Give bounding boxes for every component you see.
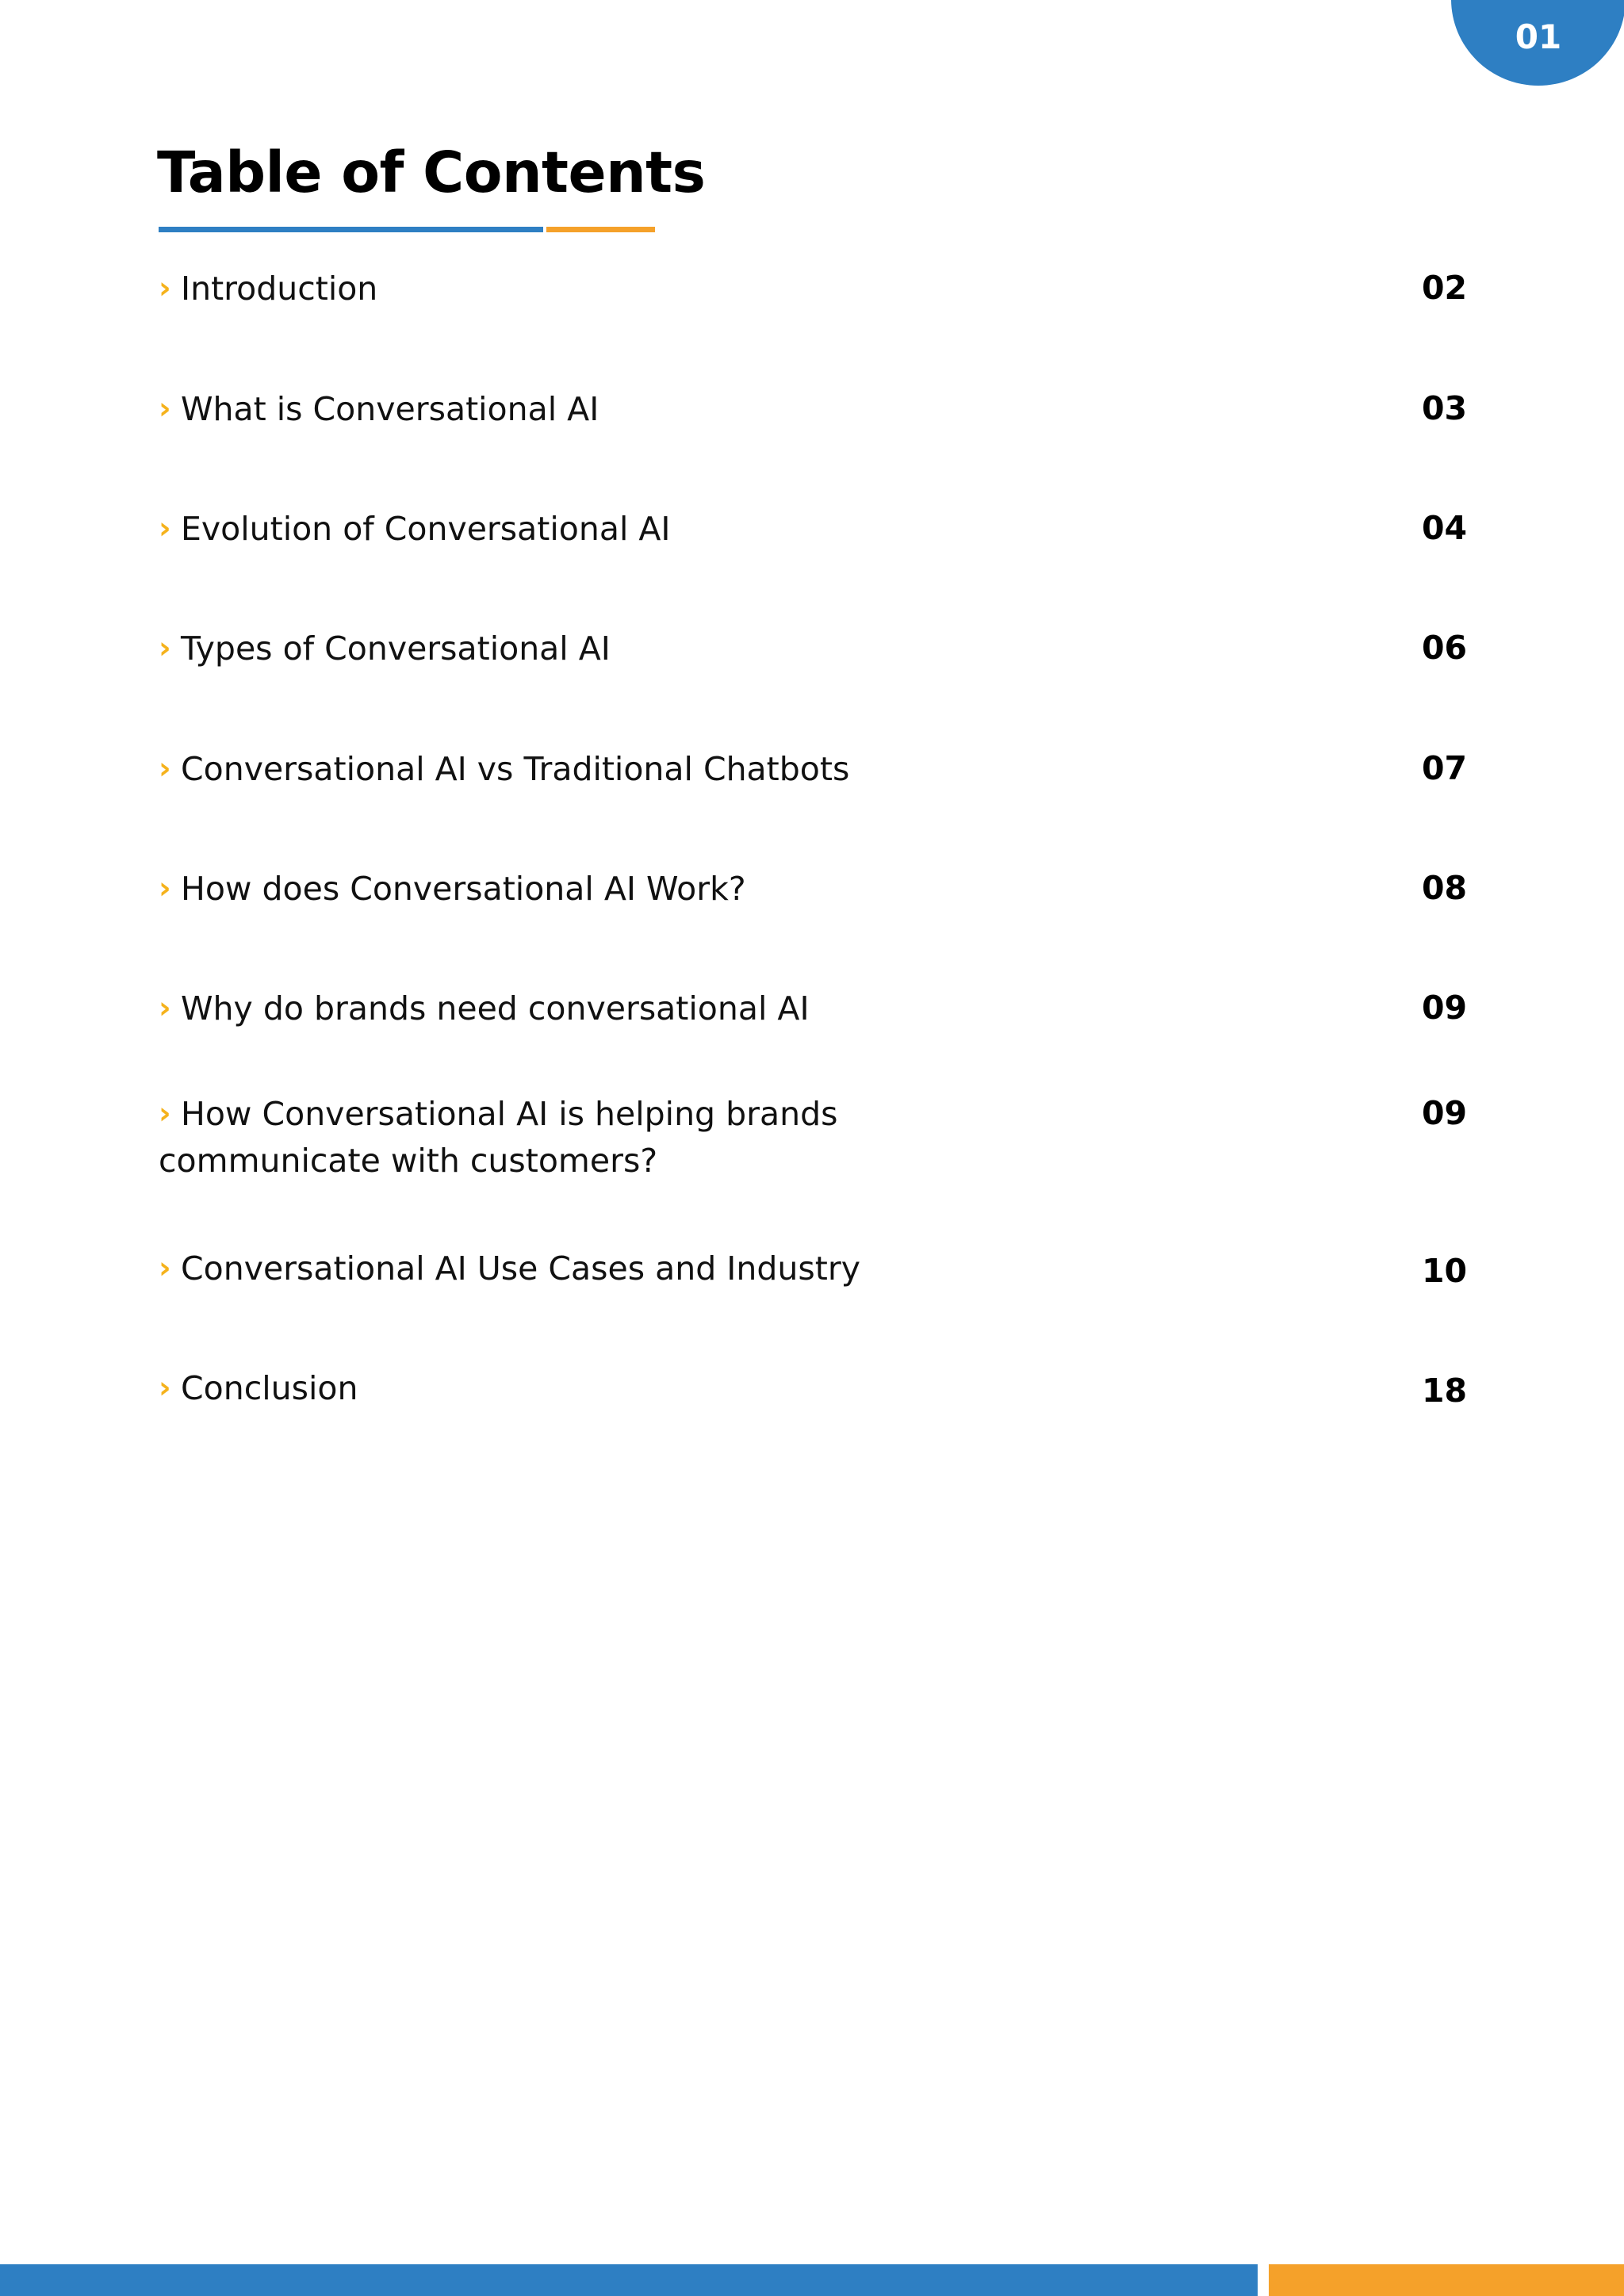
toc-item-page: 06 [1421, 629, 1467, 667]
toc-item-label: Conversational AI vs Traditional Chatbots [181, 750, 850, 788]
toc-item-page: 02 [1421, 269, 1467, 307]
chevron-right-icon: › [159, 511, 171, 545]
chevron-right-icon: › [159, 1250, 171, 1285]
chevron-right-icon: › [159, 391, 171, 426]
page-title: Table of Contents [157, 140, 706, 205]
chevron-right-icon: › [159, 270, 171, 305]
toc-item-label: Conclusion [181, 1369, 358, 1407]
footer-bar-orange [1269, 2264, 1624, 2296]
toc-item-page: 07 [1421, 749, 1467, 787]
chevron-right-icon: › [159, 751, 171, 786]
chevron-right-icon: › [159, 630, 171, 665]
toc-item-page: 09 [1421, 1094, 1467, 1132]
toc-item-page: 18 [1421, 1372, 1467, 1410]
toc-item-label: Conversational AI Use Cases and Industry [181, 1249, 860, 1288]
toc-item-label: What is Conversational AI [181, 390, 599, 428]
toc-item-label: Types of Conversational AI [181, 629, 611, 668]
page-number-badge [1451, 0, 1624, 86]
toc-item-page: 08 [1421, 869, 1467, 907]
chevron-right-icon: › [159, 1370, 171, 1405]
chevron-right-icon: › [159, 1096, 171, 1131]
toc-item-page: 04 [1421, 509, 1467, 547]
toc-item-page: 03 [1421, 389, 1467, 427]
toc-item-page: 09 [1421, 989, 1467, 1027]
title-underline-blue [159, 227, 543, 232]
toc-item-label: Evolution of Conversational AI [181, 510, 671, 548]
toc-item-label: How does Conversational AI Work? [181, 870, 746, 908]
toc-item-page: 10 [1421, 1252, 1467, 1290]
chevron-right-icon: › [159, 990, 171, 1025]
toc-item-label: How Conversational AI is helping brands communicate with customers? [159, 1095, 838, 1180]
toc-item-label: Why do brands need conversational AI [181, 989, 810, 1027]
title-underline-orange [546, 227, 655, 232]
chevron-right-icon: › [159, 871, 171, 905]
page-number: 01 [1515, 17, 1562, 56]
footer-bar-blue [0, 2264, 1258, 2296]
toc-item-label: Introduction [181, 270, 378, 308]
